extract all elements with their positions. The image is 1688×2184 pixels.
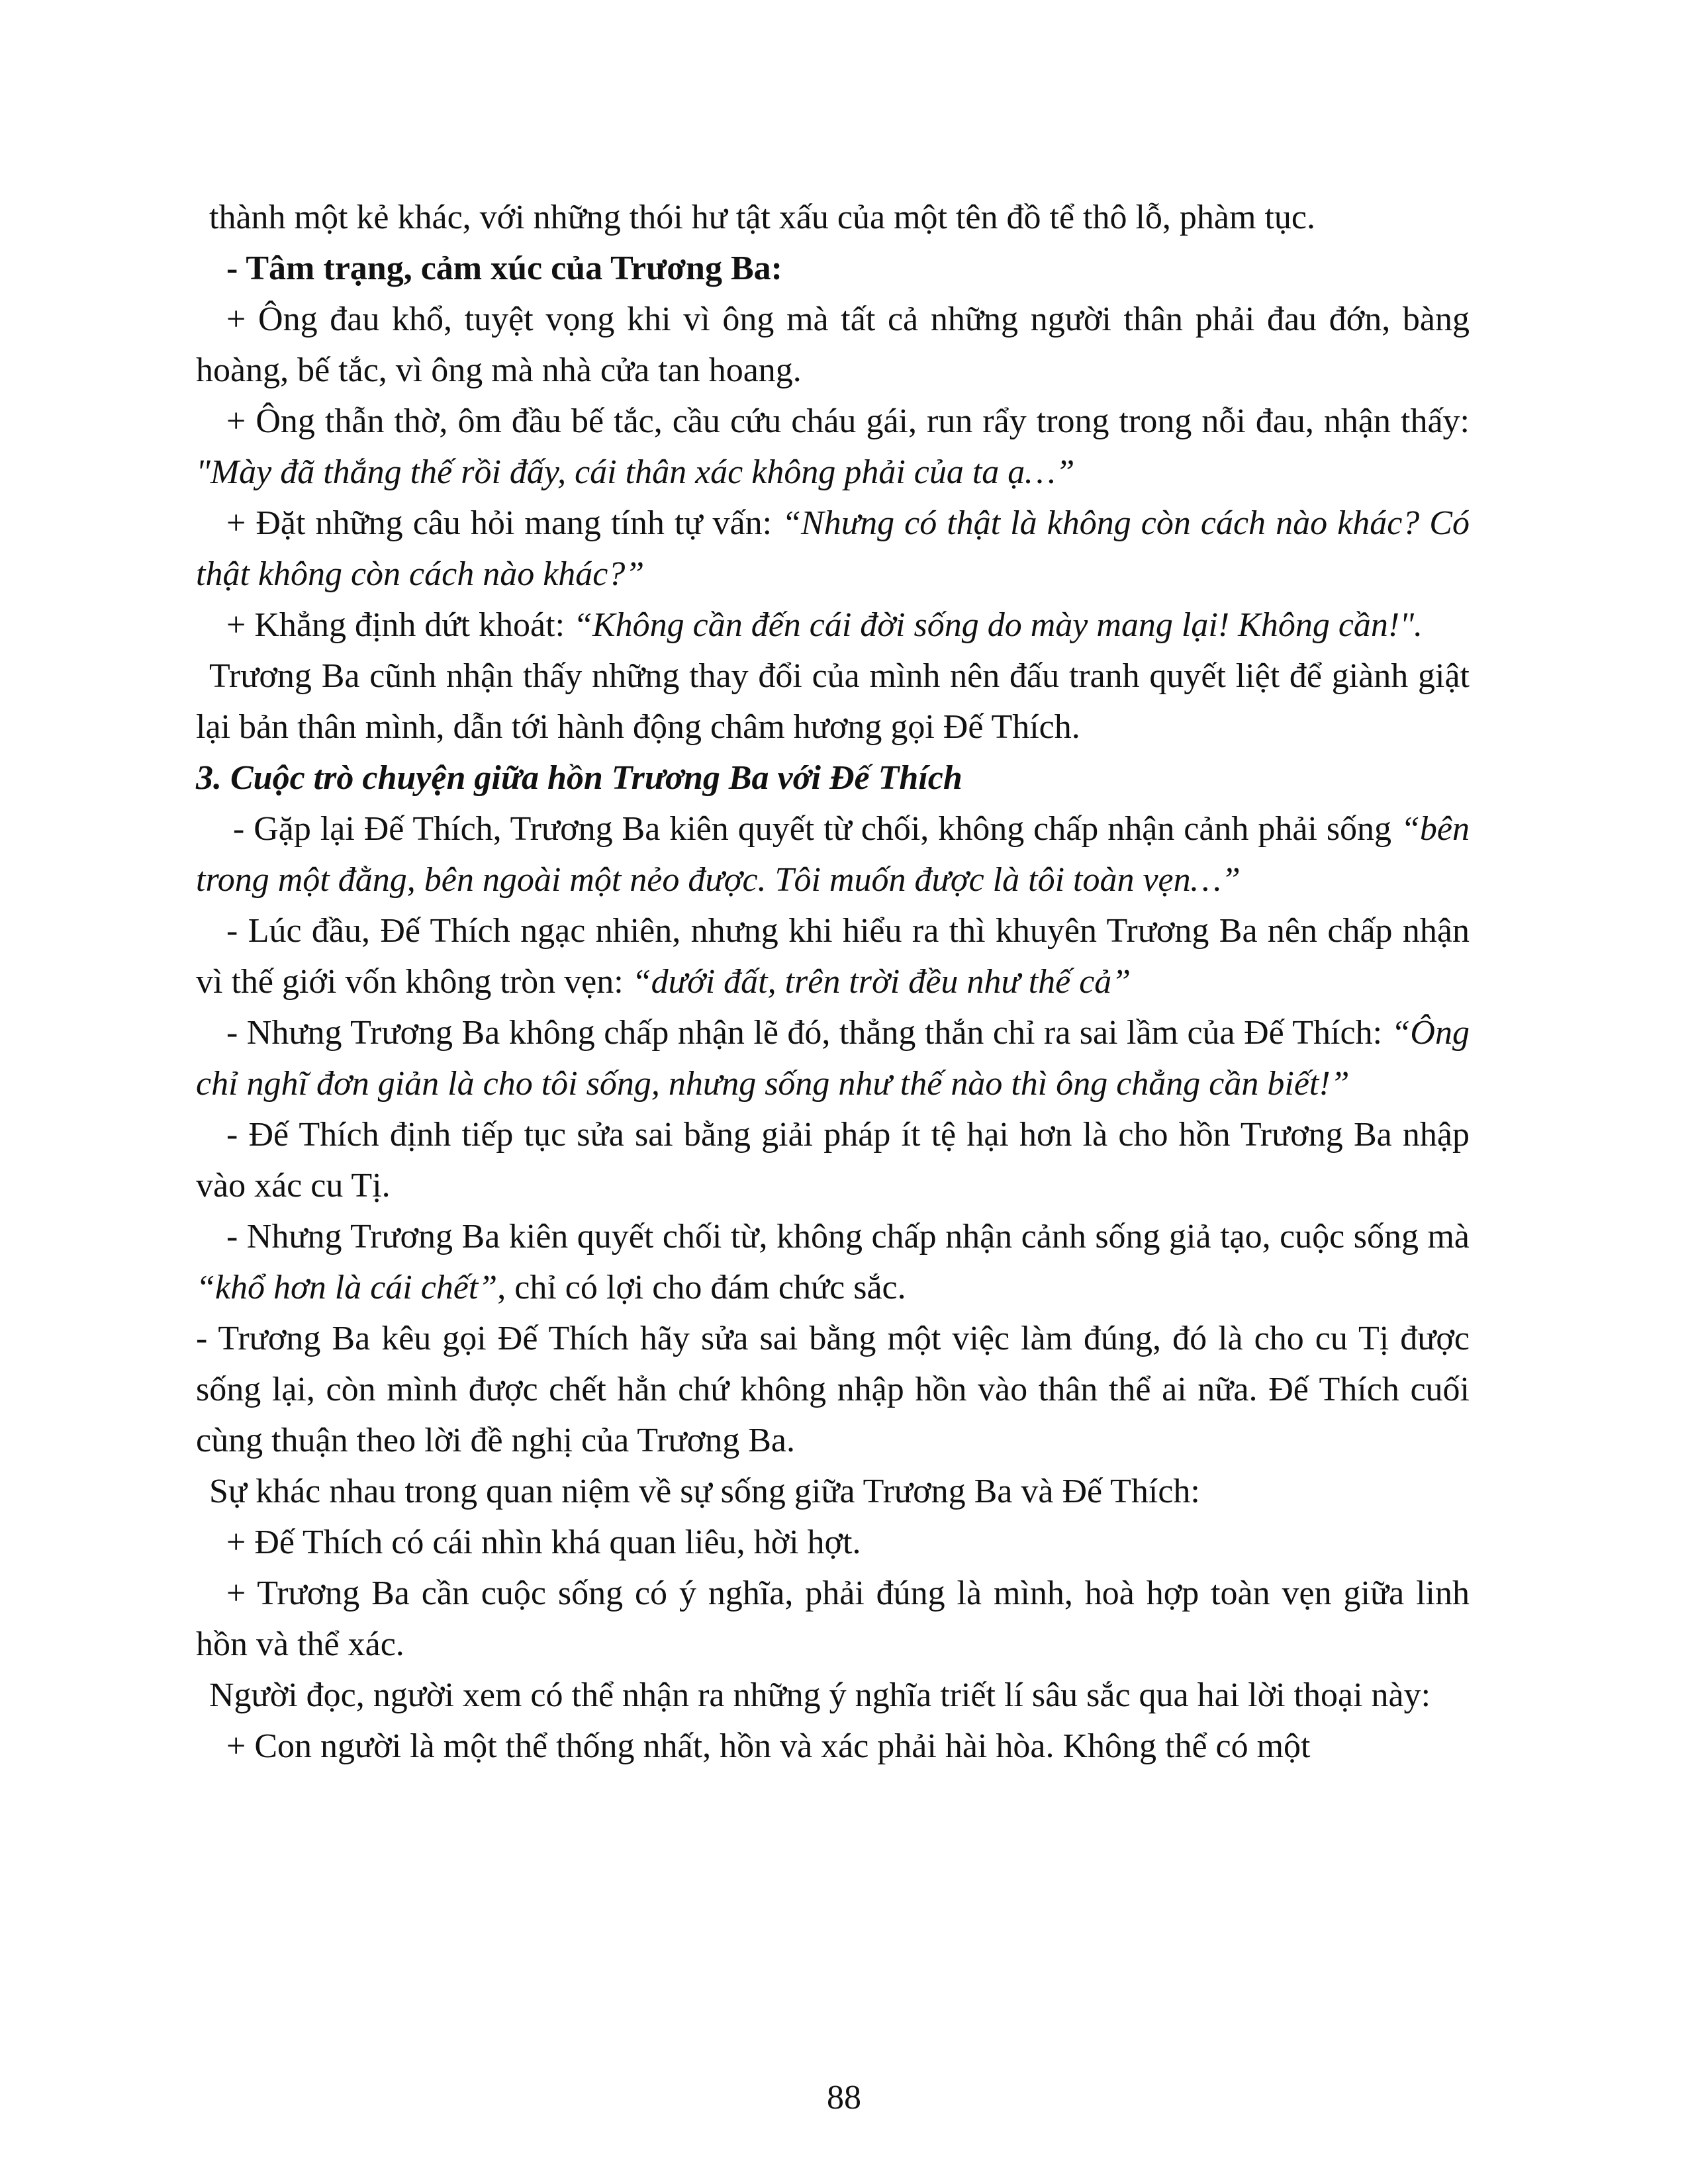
text-segment: Sự khác nhau trong quan niệm về sự sống giữa Trương Ba và Đế Thích:	[209, 1473, 1200, 1510]
text-segment: 3. Cuộc trò chuyện giữa hồn Trương Ba với Đế Thích	[196, 759, 962, 797]
quote-segment: “khổ hơn là cái chết”	[196, 1269, 498, 1306]
quote-segment: "Mày đã thắng thế rồi đấy, cái thân xác không phải của ta ạ…”	[196, 453, 1075, 491]
text-segment: + Đặt những câu hỏi mang tính tự vấn:	[226, 504, 782, 542]
text-segment: + Con người là một thể thống nhất, hồn và xác phải hài hòa. Không thể có một	[226, 1727, 1311, 1765]
bullet-paragraph	[196, 1568, 1470, 1670]
bullet-paragraph	[196, 600, 1470, 651]
comparison-intro	[196, 1466, 1470, 1517]
text-segment: , chỉ có lợi cho đám chức sắc.	[497, 1269, 906, 1306]
philosophy-intro	[196, 1670, 1470, 1721]
quote-segment: “dưới đất, trên trời đều như thế cả”	[632, 963, 1131, 1001]
bullet-paragraph	[196, 498, 1470, 600]
bullet-paragraph	[196, 294, 1470, 396]
text-segment: - Trương Ba kêu gọi Đế Thích hãy sửa sai bằng một việc làm đúng, đó là cho cu Tị được sống lại, còn mình được chết hẳn chứ không nhập hồn vào thân thể ai nữa. Đế Thích cuối cùng thuận theo lời đề nghị của Trương Ba.	[196, 1320, 1470, 1459]
text-segment: Người đọc, người xem có thể nhận ra những ý nghĩa triết lí sâu sắc qua hai lời thoại này:	[209, 1676, 1431, 1714]
bullet-paragraph	[196, 1517, 1470, 1568]
text-segment: + Đế Thích có cái nhìn khá quan liêu, hời hợt.	[226, 1524, 861, 1561]
quote-segment: “Ông chỉ nghĩ đơn giản là cho tôi sống, nhưng sống như thế nào thì ông chẳng cần biết!”	[196, 1014, 1470, 1103]
text-segment: - Đế Thích định tiếp tục sửa sai bằng giải pháp ít tệ hại hơn là cho hồn Trương Ba nhập vào xác cu Tị.	[196, 1116, 1470, 1205]
text-segment: - Nhưng Trương Ba không chấp nhận lẽ đó, thẳng thắn chỉ ra sai lầm của Đế Thích:	[226, 1014, 1391, 1052]
text-segment: thành một kẻ khác, với những thói hư tật xấu của một tên đồ tể thô lỗ, phàm tục.	[209, 199, 1315, 236]
dash-paragraph	[196, 905, 1470, 1007]
dash-paragraph	[196, 1109, 1470, 1211]
bullet-paragraph	[196, 1721, 1470, 1772]
page-number: 88	[827, 2079, 861, 2116]
text-segment: + Ông thẫn thờ, ôm đầu bế tắc, cầu cứu cháu gái, run rẩy trong trong nỗi đau, nhận thấy:	[226, 402, 1470, 440]
summary-paragraph	[196, 651, 1470, 752]
text-segment: - Lúc đầu, Đế Thích ngạc nhiên, nhưng khi hiểu ra thì khuyên Trương Ba nên chấp nhận vì thế giới vốn không tròn vẹn:	[196, 912, 1470, 1001]
document-body	[196, 192, 1470, 1772]
bullet-paragraph	[196, 396, 1470, 498]
quote-segment: “bên trong một đằng, bên ngoài một nẻo được. Tôi muốn được là tôi toàn vẹn…”	[196, 810, 1470, 899]
text-segment: - Tâm trạng, cảm xúc của Trương Ba:	[226, 250, 782, 287]
dash-paragraph	[196, 1007, 1470, 1109]
quote-segment: “Không cần đến cái đời sống do mày mang lại! Không cần!".	[573, 606, 1423, 644]
subheading-emotions	[196, 243, 1470, 294]
text-segment: + Ông đau khổ, tuyệt vọng khi vì ông mà tất cả những người thân phải đau đớn, bàng hoàng, bế tắc, vì ông mà nhà cửa tan hoang.	[196, 300, 1470, 389]
dash-paragraph	[196, 803, 1470, 905]
dash-paragraph	[196, 1211, 1470, 1313]
text-segment: - Gặp lại Đế Thích, Trương Ba kiên quyết từ chối, không chấp nhận cảnh phải sống	[233, 810, 1401, 848]
text-segment: - Nhưng Trương Ba kiên quyết chối từ, không chấp nhận cảnh sống giả tạo, cuộc sống mà	[226, 1218, 1470, 1255]
paragraph-continuation	[196, 192, 1470, 243]
text-segment: + Trương Ba cần cuộc sống có ý nghĩa, phải đúng là mình, hoà hợp toàn vẹn giữa linh hồn và thể xác.	[196, 1574, 1470, 1663]
dash-paragraph	[196, 1313, 1470, 1466]
text-segment: Trương Ba cũnh nhận thấy những thay đổi của mình nên đấu tranh quyết liệt để giành giật lại bản thân mình, dẫn tới hành động châm hương gọi Đế Thích.	[196, 657, 1470, 746]
text-segment: + Khẳng định dứt khoát:	[226, 606, 574, 644]
section-heading	[196, 752, 1470, 803]
quote-segment: “Nhưng có thật là không còn cách nào khác? Có thật không còn cách nào khác?”	[196, 504, 1470, 593]
